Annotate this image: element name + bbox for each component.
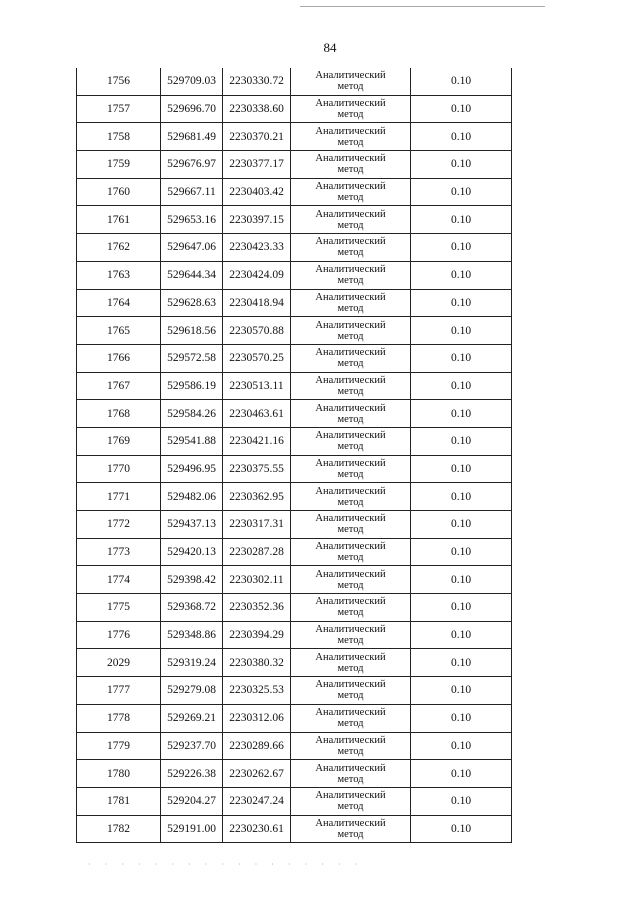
y-coordinate-cell: 2230570.88 [223, 317, 291, 345]
y-coordinate-cell: 2230418.94 [223, 289, 291, 317]
y-coordinate-cell: 2230325.53 [223, 677, 291, 705]
table-row [77, 760, 512, 788]
table-row [77, 621, 512, 649]
method-cell: Аналитический метод [291, 178, 411, 206]
point-number-cell: 1776 [77, 621, 161, 649]
x-coordinate-cell: 529647.06 [161, 234, 223, 262]
method-cell: Аналитический метод [291, 123, 411, 151]
point-number-cell: 1765 [77, 317, 161, 345]
x-coordinate-cell: 529279.08 [161, 677, 223, 705]
accuracy-cell: 0.10 [411, 483, 512, 511]
accuracy-cell: 0.10 [411, 289, 512, 317]
point-number-cell: 1781 [77, 787, 161, 815]
method-cell: Аналитический метод [291, 621, 411, 649]
y-coordinate-cell: 2230312.06 [223, 704, 291, 732]
table-row [77, 511, 512, 539]
method-cell: Аналитический метод [291, 649, 411, 677]
point-number-cell: 1758 [77, 123, 161, 151]
method-cell: Аналитический метод [291, 538, 411, 566]
point-number-cell: 1770 [77, 455, 161, 483]
x-coordinate-cell: 529204.27 [161, 787, 223, 815]
x-coordinate-cell: 529676.97 [161, 151, 223, 179]
accuracy-cell: 0.10 [411, 594, 512, 622]
point-number-cell: 1762 [77, 234, 161, 262]
table-row [77, 649, 512, 677]
x-coordinate-cell: 529398.42 [161, 566, 223, 594]
y-coordinate-cell: 2230394.29 [223, 621, 291, 649]
y-coordinate-cell: 2230330.72 [223, 68, 291, 95]
method-cell: Аналитический метод [291, 261, 411, 289]
table-row [77, 261, 512, 289]
y-coordinate-cell: 2230403.42 [223, 178, 291, 206]
accuracy-cell: 0.10 [411, 372, 512, 400]
y-coordinate-cell: 2230423.33 [223, 234, 291, 262]
x-coordinate-cell: 529368.72 [161, 594, 223, 622]
table-row [77, 95, 512, 123]
accuracy-cell: 0.10 [411, 815, 512, 843]
point-number-cell: 1761 [77, 206, 161, 234]
y-coordinate-cell: 2230421.16 [223, 427, 291, 455]
point-number-cell: 1777 [77, 677, 161, 705]
y-coordinate-cell: 2230247.24 [223, 787, 291, 815]
method-cell: Аналитический метод [291, 760, 411, 788]
x-coordinate-cell: 529667.11 [161, 178, 223, 206]
table-row [77, 317, 512, 345]
y-coordinate-cell: 2230338.60 [223, 95, 291, 123]
x-coordinate-cell: 529496.95 [161, 455, 223, 483]
y-coordinate-cell: 2230513.11 [223, 372, 291, 400]
accuracy-cell: 0.10 [411, 261, 512, 289]
method-cell: Аналитический метод [291, 677, 411, 705]
y-coordinate-cell: 2230370.21 [223, 123, 291, 151]
top-rule [300, 6, 545, 7]
method-cell: Аналитический метод [291, 594, 411, 622]
y-coordinate-cell: 2230463.61 [223, 400, 291, 428]
accuracy-cell: 0.10 [411, 732, 512, 760]
point-number-cell: 1764 [77, 289, 161, 317]
point-number-cell: 1756 [77, 68, 161, 95]
x-coordinate-cell: 529586.19 [161, 372, 223, 400]
x-coordinate-cell: 529269.21 [161, 704, 223, 732]
point-number-cell: 1759 [77, 151, 161, 179]
method-cell: Аналитический метод [291, 787, 411, 815]
x-coordinate-cell: 529644.34 [161, 261, 223, 289]
method-cell: Аналитический метод [291, 317, 411, 345]
y-coordinate-cell: 2230317.31 [223, 511, 291, 539]
y-coordinate-cell: 2230570.25 [223, 344, 291, 372]
x-coordinate-cell: 529191.00 [161, 815, 223, 843]
y-coordinate-cell: 2230302.11 [223, 566, 291, 594]
table-row [77, 566, 512, 594]
table-row [77, 289, 512, 317]
method-cell: Аналитический метод [291, 206, 411, 234]
table-row [77, 151, 512, 179]
accuracy-cell: 0.10 [411, 704, 512, 732]
x-coordinate-cell: 529628.63 [161, 289, 223, 317]
accuracy-cell: 0.10 [411, 317, 512, 345]
x-coordinate-cell: 529709.03 [161, 68, 223, 95]
method-cell: Аналитический метод [291, 289, 411, 317]
table-row [77, 704, 512, 732]
method-cell: Аналитический метод [291, 704, 411, 732]
x-coordinate-cell: 529420.13 [161, 538, 223, 566]
point-number-cell: 1769 [77, 427, 161, 455]
accuracy-cell: 0.10 [411, 344, 512, 372]
method-cell: Аналитический метод [291, 427, 411, 455]
x-coordinate-cell: 529348.86 [161, 621, 223, 649]
table-row [77, 787, 512, 815]
accuracy-cell: 0.10 [411, 760, 512, 788]
table-row [77, 538, 512, 566]
accuracy-cell: 0.10 [411, 123, 512, 151]
accuracy-cell: 0.10 [411, 677, 512, 705]
page-number: 84 [323, 40, 337, 55]
point-number-cell: 1757 [77, 95, 161, 123]
y-coordinate-cell: 2230377.17 [223, 151, 291, 179]
table-row [77, 815, 512, 843]
point-number-cell: 1767 [77, 372, 161, 400]
accuracy-cell: 0.10 [411, 787, 512, 815]
coordinates-table [76, 68, 512, 843]
point-number-cell: 1780 [77, 760, 161, 788]
point-number-cell: 2029 [77, 649, 161, 677]
table-row [77, 732, 512, 760]
x-coordinate-cell: 529541.88 [161, 427, 223, 455]
y-coordinate-cell: 2230287.28 [223, 538, 291, 566]
y-coordinate-cell: 2230262.67 [223, 760, 291, 788]
method-cell: Аналитический метод [291, 68, 411, 95]
x-coordinate-cell: 529237.70 [161, 732, 223, 760]
y-coordinate-cell: 2230380.32 [223, 649, 291, 677]
y-coordinate-cell: 2230352.36 [223, 594, 291, 622]
method-cell: Аналитический метод [291, 151, 411, 179]
method-cell: Аналитический метод [291, 234, 411, 262]
point-number-cell: 1771 [77, 483, 161, 511]
y-coordinate-cell: 2230397.15 [223, 206, 291, 234]
table-row [77, 483, 512, 511]
point-number-cell: 1775 [77, 594, 161, 622]
accuracy-cell: 0.10 [411, 151, 512, 179]
accuracy-cell: 0.10 [411, 68, 512, 95]
accuracy-cell: 0.10 [411, 455, 512, 483]
x-coordinate-cell: 529653.16 [161, 206, 223, 234]
table-row [77, 594, 512, 622]
x-coordinate-cell: 529482.06 [161, 483, 223, 511]
method-cell: Аналитический метод [291, 483, 411, 511]
table-row [77, 68, 512, 95]
x-coordinate-cell: 529681.49 [161, 123, 223, 151]
x-coordinate-cell: 529437.13 [161, 511, 223, 539]
accuracy-cell: 0.10 [411, 649, 512, 677]
table-row [77, 234, 512, 262]
method-cell: Аналитический метод [291, 455, 411, 483]
table-row [77, 677, 512, 705]
point-number-cell: 1772 [77, 511, 161, 539]
method-cell: Аналитический метод [291, 732, 411, 760]
x-coordinate-cell: 529319.24 [161, 649, 223, 677]
point-number-cell: 1763 [77, 261, 161, 289]
method-cell: Аналитический метод [291, 372, 411, 400]
accuracy-cell: 0.10 [411, 538, 512, 566]
method-cell: Аналитический метод [291, 344, 411, 372]
x-coordinate-cell: 529572.58 [161, 344, 223, 372]
point-number-cell: 1782 [77, 815, 161, 843]
accuracy-cell: 0.10 [411, 400, 512, 428]
table-row [77, 178, 512, 206]
method-cell: Аналитический метод [291, 400, 411, 428]
y-coordinate-cell: 2230424.09 [223, 261, 291, 289]
accuracy-cell: 0.10 [411, 511, 512, 539]
accuracy-cell: 0.10 [411, 206, 512, 234]
x-coordinate-cell: 529584.26 [161, 400, 223, 428]
accuracy-cell: 0.10 [411, 234, 512, 262]
method-cell: Аналитический метод [291, 95, 411, 123]
table-row [77, 427, 512, 455]
table-body [77, 68, 512, 843]
y-coordinate-cell: 2230362.95 [223, 483, 291, 511]
accuracy-cell: 0.10 [411, 427, 512, 455]
point-number-cell: 1760 [77, 178, 161, 206]
table-row [77, 455, 512, 483]
table-row [77, 372, 512, 400]
point-number-cell: 1774 [77, 566, 161, 594]
x-coordinate-cell: 529696.70 [161, 95, 223, 123]
x-coordinate-cell: 529226.38 [161, 760, 223, 788]
y-coordinate-cell: 2230375.55 [223, 455, 291, 483]
table-row [77, 206, 512, 234]
point-number-cell: 1773 [77, 538, 161, 566]
method-cell: Аналитический метод [291, 815, 411, 843]
method-cell: Аналитический метод [291, 511, 411, 539]
point-number-cell: 1768 [77, 400, 161, 428]
point-number-cell: 1766 [77, 344, 161, 372]
y-coordinate-cell: 2230289.66 [223, 732, 291, 760]
table-row [77, 400, 512, 428]
y-coordinate-cell: 2230230.61 [223, 815, 291, 843]
accuracy-cell: 0.10 [411, 621, 512, 649]
accuracy-cell: 0.10 [411, 566, 512, 594]
scan-artifacts: · · · · · · · · · · · · · · · · · [88, 860, 364, 869]
point-number-cell: 1779 [77, 732, 161, 760]
table-row [77, 123, 512, 151]
accuracy-cell: 0.10 [411, 178, 512, 206]
point-number-cell: 1778 [77, 704, 161, 732]
accuracy-cell: 0.10 [411, 95, 512, 123]
x-coordinate-cell: 529618.56 [161, 317, 223, 345]
table-row [77, 344, 512, 372]
method-cell: Аналитический метод [291, 566, 411, 594]
